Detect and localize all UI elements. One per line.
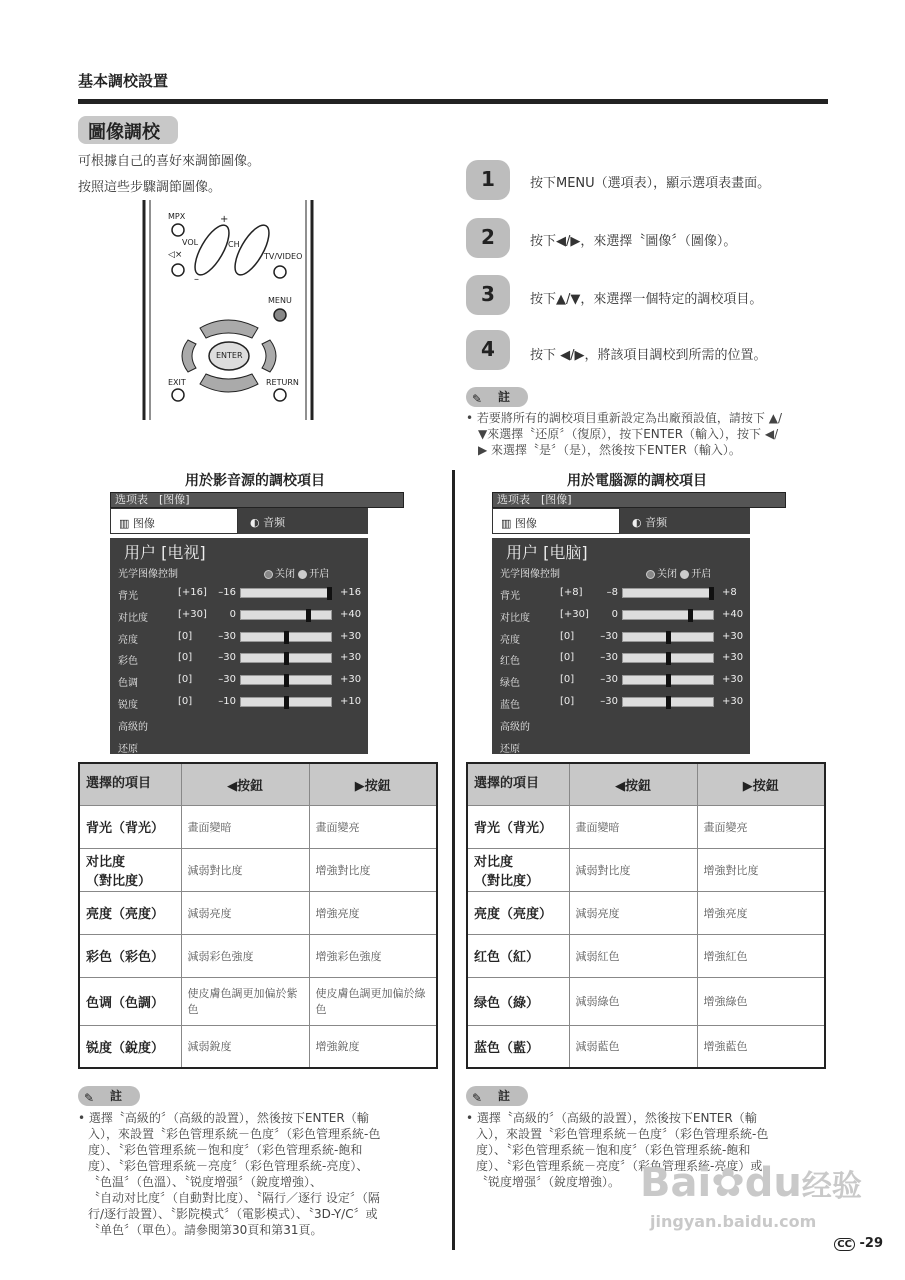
slider-knob[interactable] — [666, 652, 671, 665]
radio-on-icon[interactable] — [298, 570, 307, 579]
page-title: 圖像調校 — [78, 116, 178, 144]
speaker-icon: ◐ — [632, 516, 646, 529]
left-panel-title: 用户 [电视] — [124, 543, 206, 562]
table-header: ▶按鈕 — [697, 763, 825, 805]
table-desc-cell: 增強亮度 — [309, 891, 437, 934]
table-desc-cell: 使皮膚色調更加偏於綠色 — [309, 977, 437, 1025]
slider-track[interactable] — [622, 610, 714, 620]
table-desc-cell: 增強藍色 — [697, 1025, 825, 1068]
slider-track[interactable] — [240, 632, 332, 642]
table-item-cell: 亮度（亮度） — [79, 891, 181, 934]
step-2-text: 按下◀/▶，來選擇〝圖像〞（圖像）。 — [530, 234, 737, 249]
slider-knob[interactable] — [666, 631, 671, 644]
paperclip-icon: ✎ — [472, 392, 483, 406]
slider-knob[interactable] — [284, 631, 289, 644]
remote-exit-label: EXIT — [168, 378, 186, 387]
slider-knob[interactable] — [306, 609, 311, 622]
slider-knob[interactable] — [666, 696, 671, 709]
note-left-body — [78, 1110, 443, 1238]
table-header: ◀按鈕 — [181, 763, 309, 805]
table-row — [79, 1025, 437, 1068]
table-item-cell: 彩色（彩色） — [79, 934, 181, 977]
left-tab-image[interactable]: ▥ 图像 — [110, 508, 238, 534]
note-line: • 選擇〝高級的〞（高級的設置），然後按下ENTER（輸 — [466, 1111, 757, 1125]
right-tab-image[interactable]: ▥ 图像 — [492, 508, 620, 534]
table-row — [467, 848, 825, 891]
table-row — [467, 977, 825, 1025]
table-desc-cell: 增強對比度 — [309, 848, 437, 891]
table-header: ▶按鈕 — [309, 763, 437, 805]
right-advanced-item[interactable]: 高级的 — [500, 722, 530, 733]
table-desc-cell: 增強紅色 — [697, 934, 825, 977]
right-menu-tabs — [492, 508, 750, 534]
table-desc-cell: 增強亮度 — [697, 891, 825, 934]
page-number: CC -29 — [834, 1236, 883, 1251]
note-line: 行/逐行設置）、〝影院模式〞（電影模式）、〝3D-Y/C〞或 — [88, 1207, 378, 1221]
right-button-table — [466, 762, 826, 1069]
slider-knob[interactable] — [666, 674, 671, 687]
table-desc-cell: 減弱綠色 — [569, 977, 697, 1025]
note-line: 度）、〝彩色管理系統－饱和度〞（彩色管理系統-飽和 — [88, 1143, 363, 1157]
slider-track[interactable] — [240, 610, 332, 620]
right-tab-audio[interactable]: ◐ 音频 — [620, 508, 750, 534]
slider-knob[interactable] — [709, 587, 714, 600]
table-desc-cell: 畫面變暗 — [569, 805, 697, 848]
note-top-label: ✎ 註 — [466, 387, 528, 407]
note-line: 度）、〝彩色管理系統－饱和度〞（彩色管理系統-飽和 — [476, 1143, 751, 1157]
remote-enter-label: ENTER — [216, 351, 243, 360]
step-1-badge: 1 — [466, 160, 510, 200]
slider-track[interactable] — [622, 675, 714, 685]
table-desc-cell: 增強對比度 — [697, 848, 825, 891]
column-divider — [452, 470, 455, 1250]
intro-line-1: 可根據自己的喜好來調節圖像。 — [78, 154, 261, 169]
mute-icon: ◁× — [168, 250, 183, 260]
table-row — [79, 848, 437, 891]
step-2-badge: 2 — [466, 218, 510, 258]
note-line: 〝锐度增强〞（銳度增強）。 — [476, 1175, 621, 1189]
table-row — [79, 805, 437, 848]
note-top-body: • 若要將所有的調校項目重新設定為出廠預設值，請按下 ▲/ ▼來選擇〝还原〞（復原），按下ENTER（輸入），按下 ◀/ ▶ 來選擇〝是〞（是），然後按下ENTER（輸入）。 — [466, 411, 782, 457]
left-menu-tabs — [110, 508, 368, 534]
note-line: 入），來設置〝彩色管理系統－色度〞（彩色管理系統-色 — [88, 1127, 381, 1141]
right-settings-panel: 用户 [电脑] 光学图像控制 关闭 开启 背光 [+8] –8 +8 对比度 [+30] 0 +40 亮度 [0] –30 +30 红色 [0] –30 +30 绿色 [0] –30 +30 蓝色 [0] –30 +30 高级的 还原 — [492, 538, 750, 754]
table-item-cell: 红色（紅） — [467, 934, 569, 977]
table-item-cell: 背光（背光） — [79, 805, 181, 848]
table-desc-cell: 減弱對比度 — [181, 848, 309, 891]
table-desc-cell: 減弱亮度 — [569, 891, 697, 934]
table-header: 選擇的項目 — [467, 763, 569, 805]
table-desc-cell: 增強銳度 — [309, 1025, 437, 1068]
slider-track[interactable] — [240, 675, 332, 685]
remote-menu-label: MENU — [268, 296, 292, 305]
radio-on-icon[interactable] — [680, 570, 689, 579]
left-button-table — [78, 762, 438, 1069]
remote-drawing — [140, 200, 320, 420]
step-4-text: 按下 ◀/▶，將該項目調校到所需的位置。 — [530, 348, 767, 363]
table-row — [467, 934, 825, 977]
note-right-label: ✎ 註 — [466, 1086, 528, 1106]
table-desc-cell: 增強彩色強度 — [309, 934, 437, 977]
table-desc-cell: 減弱銳度 — [181, 1025, 309, 1068]
remote-return-label: RETURN — [266, 378, 299, 387]
slider-knob[interactable] — [284, 652, 289, 665]
slider-track[interactable] — [622, 588, 714, 598]
slider-knob[interactable] — [688, 609, 693, 622]
picture-icon: ▥ — [501, 517, 515, 530]
table-item-cell: 色调（色調） — [79, 977, 181, 1025]
table-desc-cell: 畫面變亮 — [309, 805, 437, 848]
remote-tvvideo-label: TV/VIDEO — [264, 252, 303, 261]
step-3-badge: 3 — [466, 275, 510, 315]
step-4-badge: 4 — [466, 330, 510, 370]
header-rule — [78, 99, 828, 104]
remote-ch-label: CH — [228, 240, 240, 249]
note-line: 度）、〝彩色管理系統－亮度〞（彩色管理系統-亮度）或 — [476, 1159, 763, 1173]
section-header: 基本調校設置 — [78, 72, 169, 90]
paw-icon: ✿ — [711, 1160, 745, 1206]
table-header: 選擇的項目 — [79, 763, 181, 805]
left-reset-item[interactable]: 还原 — [118, 744, 138, 755]
right-panel-title: 用户 [电脑] — [506, 543, 588, 562]
note-line: 入），來設置〝彩色管理系統－色度〞（彩色管理系統-色 — [476, 1127, 769, 1141]
slider-knob[interactable] — [327, 587, 332, 600]
watermark-url: jingyan.baidu.com — [650, 1212, 817, 1231]
note-line: 〝色温〞（色溫）、〝锐度增强〞（銳度增強）、 — [88, 1175, 323, 1189]
remote-illustration — [140, 200, 320, 420]
table-row — [79, 934, 437, 977]
remote-plus-label: + — [220, 214, 229, 225]
paperclip-icon: ✎ — [472, 1091, 483, 1105]
table-item-cell: 锐度（銳度） — [79, 1025, 181, 1068]
table-item-cell: 对比度 （對比度） — [467, 848, 569, 891]
note-line: 〝自动对比度〞（自動對比度）、〝隔行／逐行 设定〞（隔 — [88, 1191, 380, 1205]
radio-off-icon[interactable] — [646, 570, 655, 579]
left-section-title: 用於影音源的調校項目 — [185, 473, 325, 489]
table-row — [467, 805, 825, 848]
table-item-cell: 亮度（亮度） — [467, 891, 569, 934]
remote-mpx-label: MPX — [168, 212, 186, 221]
note-left-label: ✎ 註 — [78, 1086, 140, 1106]
right-section-title: 用於電腦源的調校項目 — [567, 473, 707, 489]
slider-track[interactable] — [622, 697, 714, 707]
slider-track[interactable] — [240, 653, 332, 663]
left-menu-bar: 选项表 [图像] — [110, 492, 404, 508]
table-desc-cell: 畫面變暗 — [181, 805, 309, 848]
table-desc-cell: 減弱紅色 — [569, 934, 697, 977]
picture-icon: ▥ — [119, 517, 133, 530]
baidu-watermark: Bai✿du经验 — [640, 1160, 862, 1206]
step-1-text: 按下MENU（選項表），顯示選項表畫面。 — [530, 176, 771, 191]
table-header: ◀按鈕 — [569, 763, 697, 805]
paperclip-icon: ✎ — [84, 1091, 95, 1105]
table-desc-cell: 減弱對比度 — [569, 848, 697, 891]
table-desc-cell: 減弱亮度 — [181, 891, 309, 934]
intro-line-2: 按照這些步驟調節圖像。 — [78, 180, 222, 195]
speaker-icon: ◐ — [250, 516, 264, 529]
radio-off-icon[interactable] — [264, 570, 273, 579]
table-desc-cell: 減弱藍色 — [569, 1025, 697, 1068]
table-row — [79, 977, 437, 1025]
table-item-cell: 绿色（綠） — [467, 977, 569, 1025]
table-row — [467, 1025, 825, 1068]
slider-track[interactable] — [240, 588, 332, 598]
table-row — [79, 891, 437, 934]
cc-icon: CC — [834, 1238, 855, 1251]
step-3-text: 按下▲/▼，來選擇一個特定的調校項目。 — [530, 292, 763, 307]
table-desc-cell: 使皮膚色調更加偏於紫色 — [181, 977, 309, 1025]
table-item-cell: 背光（背光） — [467, 805, 569, 848]
table-item-cell: 对比度 （對比度） — [79, 848, 181, 891]
left-advanced-item[interactable]: 高级的 — [118, 722, 148, 733]
left-settings-panel: 用户 [电视] 光学图像控制 关闭 开启 背光 [+16] –16 +16 对比度 [+30] 0 +40 亮度 [0] –30 +30 彩色 [0] –30 +30 色调 [0] –30 +30 锐度 [0] –10 +10 高级的 还原 — [110, 538, 368, 754]
right-menu-bar: 选项表 [图像] — [492, 492, 786, 508]
table-item-cell: 蓝色（藍） — [467, 1025, 569, 1068]
slider-knob[interactable] — [284, 674, 289, 687]
note-line: 度）、〝彩色管理系統－亮度〞（彩色管理系統-亮度）、 — [88, 1159, 369, 1173]
right-reset-item[interactable]: 还原 — [500, 744, 520, 755]
note-line: • 選擇〝高級的〞（高級的設置），然後按下ENTER（輸 — [78, 1111, 369, 1125]
left-tab-audio[interactable]: ◐ 音频 — [238, 508, 368, 534]
slider-track[interactable] — [622, 653, 714, 663]
remote-minus-label: – — [194, 274, 199, 285]
slider-track[interactable] — [622, 632, 714, 642]
table-row — [467, 891, 825, 934]
table-desc-cell: 畫面變亮 — [697, 805, 825, 848]
table-desc-cell: 增強綠色 — [697, 977, 825, 1025]
note-line: 〝单色〞（單色）。請參閱第30頁和第31頁。 — [88, 1223, 323, 1237]
slider-track[interactable] — [240, 697, 332, 707]
slider-knob[interactable] — [284, 696, 289, 709]
remote-vol-label: VOL — [182, 238, 199, 247]
table-desc-cell: 減弱彩色強度 — [181, 934, 309, 977]
